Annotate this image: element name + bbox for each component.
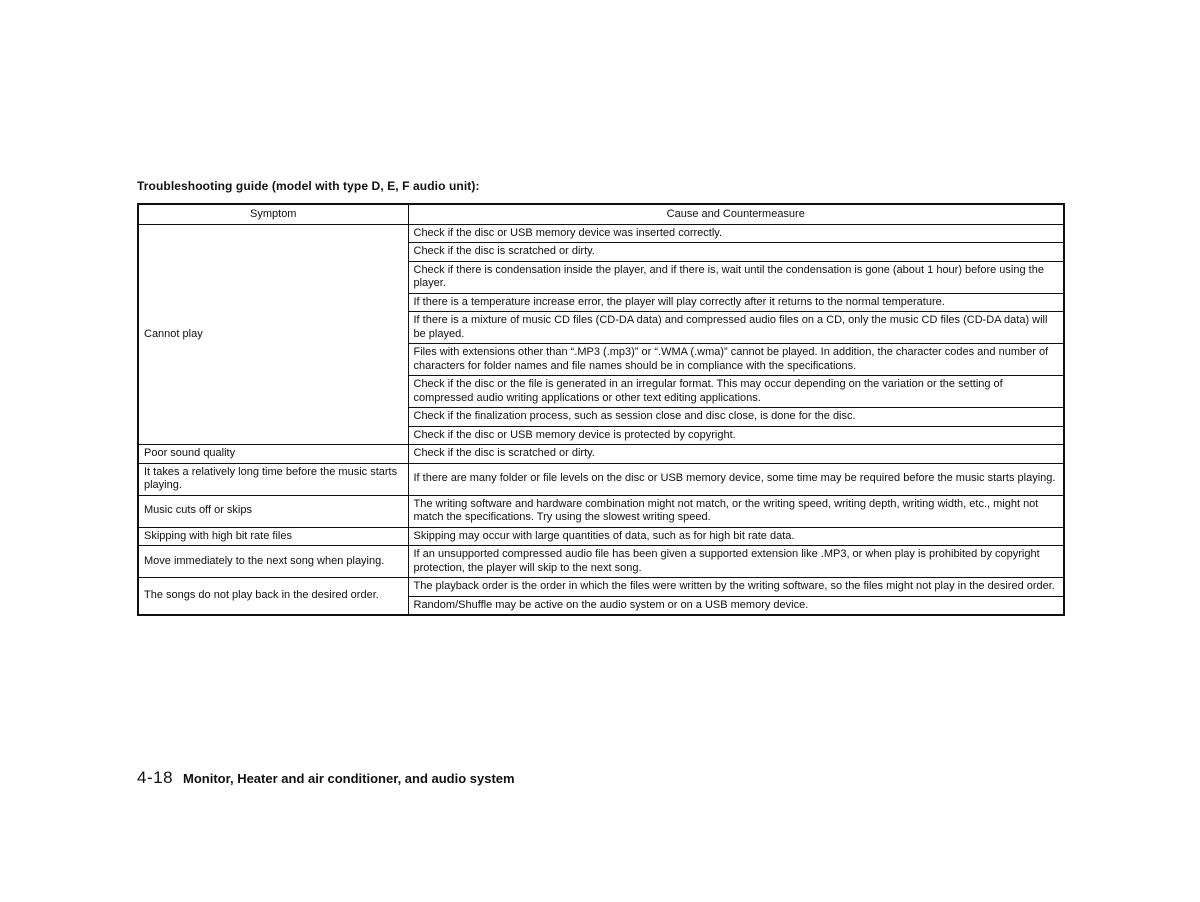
cause-cell: Skipping may occur with large quantities of data, such as for high bit rate data. <box>408 527 1064 546</box>
table-row <box>138 463 1064 495</box>
section-title: Troubleshooting guide (model with type D, E, F audio unit): <box>137 179 480 193</box>
cause-cell: If there is a mixture of music CD files (CD-DA data) and compressed audio files on a CD, only the music CD files (CD-DA data) will be played. <box>408 312 1064 344</box>
header-cause: Cause and Countermeasure <box>408 204 1064 224</box>
cause-cell: If an unsupported compressed audio file has been given a supported extension like .MP3, or when play is prohibited by copyright protection, the player will skip to the next song. <box>408 546 1064 578</box>
symptom-cell: Poor sound quality <box>138 445 408 464</box>
page-number: 4-18 <box>137 768 174 787</box>
cause-cell: Check if the disc or USB memory device was inserted correctly. <box>408 224 1064 243</box>
table-row <box>138 495 1064 527</box>
table-row <box>138 224 1064 243</box>
cause-cell: Check if the disc is scratched or dirty. <box>408 445 1064 464</box>
cause-cell: Check if the disc is scratched or dirty. <box>408 243 1064 262</box>
page-footer <box>137 768 515 788</box>
cause-cell: The playback order is the order in which the files were written by the writing software, so the files might not play in the desired order. <box>408 578 1064 597</box>
troubleshooting-table <box>137 203 1065 616</box>
cause-cell: Random/Shuffle may be active on the audio system or on a USB memory device. <box>408 596 1064 615</box>
table-header-row <box>138 204 1064 224</box>
table-body <box>138 224 1064 615</box>
symptom-cell: Skipping with high bit rate files <box>138 527 408 546</box>
table-row <box>138 578 1064 597</box>
symptom-cell: Music cuts off or skips <box>138 495 408 527</box>
cause-cell: Check if there is condensation inside the player, and if there is, wait until the condensation is gone (about 1 hour) before using the player. <box>408 261 1064 293</box>
cause-cell: Files with extensions other than “.MP3 (.mp3)” or “.WMA (.wma)” cannot be played. In addition, the character codes and number of characters for folder names and file names should be in compliance with the specifications. <box>408 344 1064 376</box>
table-row <box>138 546 1064 578</box>
cause-cell: If there are many folder or file levels on the disc or USB memory device, some time may be required before the music starts playing. <box>408 463 1064 495</box>
cause-cell: If there is a temperature increase error, the player will play correctly after it returns to the normal temperature. <box>408 293 1064 312</box>
table-row <box>138 527 1064 546</box>
cause-cell: Check if the disc or the file is generated in an irregular format. This may occur depending on the variation or the setting of compressed audio writing applications or other text editing applications. <box>408 376 1064 408</box>
cause-cell: The writing software and hardware combination might not match, or the writing speed, writing depth, writing width, etc., might not match the specifications. Try using the slowest writing speed. <box>408 495 1064 527</box>
symptom-cell: Cannot play <box>138 224 408 445</box>
chapter-title: Monitor, Heater and air conditioner, and audio system <box>183 771 515 786</box>
symptom-cell: It takes a relatively long time before the music starts playing. <box>138 463 408 495</box>
cause-cell: Check if the finalization process, such as session close and disc close, is done for the disc. <box>408 408 1064 427</box>
symptom-cell: The songs do not play back in the desired order. <box>138 578 408 616</box>
header-symptom: Symptom <box>138 204 408 224</box>
symptom-cell: Move immediately to the next song when playing. <box>138 546 408 578</box>
table-row <box>138 445 1064 464</box>
cause-cell: Check if the disc or USB memory device is protected by copyright. <box>408 426 1064 445</box>
